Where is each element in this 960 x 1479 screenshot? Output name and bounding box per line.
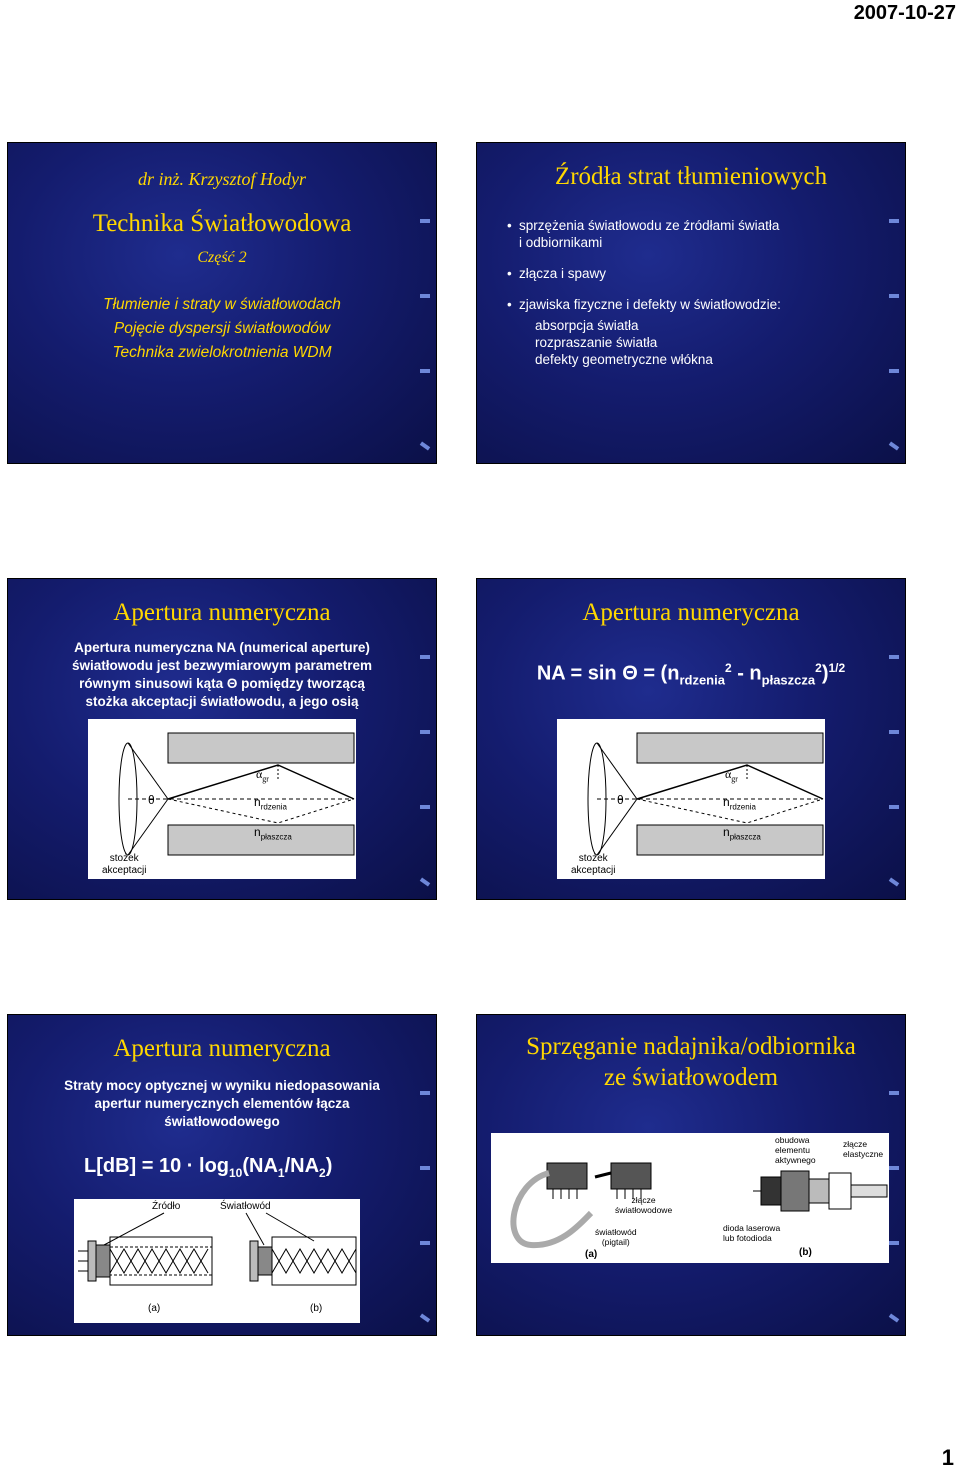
- fiber-diagram: [88, 719, 356, 879]
- figure-b-label: (b): [310, 1303, 323, 1314]
- page-number: 1: [941, 1445, 954, 1470]
- part-label: Część 2: [197, 249, 247, 266]
- list-item: • zjawiska fizyczne i defekty w światłowodzie:: [507, 296, 885, 313]
- loss-formula: $L[dB] = 10 \cdot \log_{10}(NA_1/NA_2)$: [84, 1155, 333, 1180]
- pigtail-label: światłowód (pigtail): [595, 1227, 637, 1247]
- presentation-title: Technika Światłowodowa: [92, 210, 352, 237]
- slide-heading: Sprzęganie nadajnika/odbiornika ze światłowodem: [526, 1033, 856, 1091]
- core-index-label: $n_{rdzenia}$: [723, 795, 756, 812]
- slide-na-mismatch: [7, 1014, 437, 1336]
- slide-na-definition: [7, 578, 437, 900]
- slide-heading: Apertura numeryczna: [113, 599, 331, 626]
- mismatch-text: Straty mocy optycznej w wyniku niedopasowania apertur numerycznych elementów łącza światłowodowego: [64, 1078, 380, 1129]
- sub-item: absorpcja światła: [535, 318, 639, 333]
- na-formula: NA = $\sin \Theta = (n_{rdzenia}^2 - n_{płaszcza}^2)^{1/2}$: [536, 661, 846, 688]
- list-item: • sprzężenia światłowodu ze źródłami światła i odbiornikami: [507, 217, 885, 251]
- fiber-label: Światłowód: [220, 1201, 271, 1212]
- slide-loss-sources: [476, 142, 906, 464]
- topics: [8, 293, 436, 365]
- cladding-index-label: $n_{płaszcza}$: [254, 825, 292, 842]
- cone-label: stożek akceptacji: [571, 853, 616, 876]
- topic-item: Technika zwielokrotnienia WDM: [112, 344, 332, 361]
- author: dr inż. Krzysztof Hodyr: [137, 169, 307, 189]
- slide-title: [7, 142, 437, 464]
- housing-label: obudowa elementu aktywnego: [775, 1135, 816, 1165]
- coupling-figure: [491, 1133, 889, 1263]
- alpha-label: $\alpha_{gr}$: [256, 767, 269, 784]
- source-label: Źródło: [152, 1201, 181, 1212]
- theta-label: θ: [148, 793, 155, 807]
- definition-text: Apertura numeryczna NA (numerical aperture) światłowodu jest bezwymiarowym parametrem równym sinusowi kąta Θ pomiędzy tworzącą stożka akceptacji światłowodu, a jego osią: [71, 640, 373, 709]
- page-date: 2007-10-27: [853, 2, 956, 24]
- slide-coupling: [476, 1014, 906, 1336]
- elastic-connector-label: złącze elastyczne: [843, 1139, 884, 1159]
- mismatch-figure: [74, 1199, 360, 1323]
- alpha-label: $\alpha_{gr}$: [725, 767, 738, 784]
- core-index-label: $n_{rdzenia}$: [254, 795, 287, 812]
- figure-b-label: (b): [799, 1247, 812, 1258]
- figure-a-label: (a): [585, 1249, 598, 1260]
- topic-item: Tłumienie i straty w światłowodach: [103, 296, 341, 313]
- list-item: • złącza i spawy: [507, 265, 885, 282]
- fiber-diagram: [557, 719, 825, 879]
- cladding-index-label: $n_{płaszcza}$: [723, 825, 761, 842]
- sub-item: defekty geometryczne włókna: [535, 352, 713, 367]
- theta-label: θ: [617, 793, 624, 807]
- slide-heading: Źródła strat tłumieniowych: [554, 163, 828, 190]
- cone-label: stożek akceptacji: [102, 853, 147, 876]
- diode-label: dioda laserowa lub fotodioda: [723, 1223, 781, 1243]
- topic-item: Pojęcie dyspersji światłowodów: [113, 320, 331, 337]
- slide-heading: Apertura numeryczna: [113, 1035, 331, 1062]
- connector-label: złącze światłowodowe: [615, 1195, 673, 1215]
- slide-heading: Apertura numeryczna: [582, 599, 800, 626]
- slide-na-formula: [476, 578, 906, 900]
- figure-a-label: (a): [148, 1303, 161, 1314]
- sub-item: rozpraszanie światła: [535, 335, 658, 350]
